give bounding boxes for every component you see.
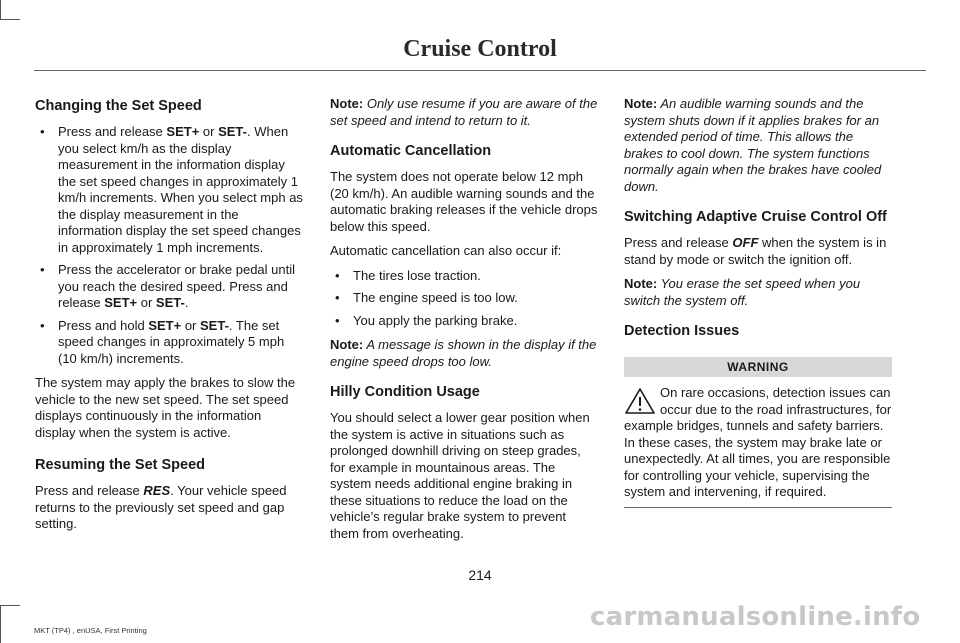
heading-changing-set-speed: Changing the Set Speed [35, 98, 202, 114]
paragraph-auto-cancel: The system does not operate below 12 mph (20 km/h). An audible warning sounds and the automatic braking releases if the vehicle drops below this speed. [330, 169, 598, 234]
list-item: • Press the accelerator or brake pedal until you reach the desired speed. Press and release SET+ or SET-. [35, 262, 303, 312]
heading-detection-issues: Detection Issues [624, 323, 740, 339]
heading-automatic-cancellation: Automatic Cancellation [330, 143, 492, 159]
column-3 [624, 96, 892, 508]
crop-mark [0, 19, 20, 20]
warning-text: On rare occasions, detection issues can occur due to the road infrastructures, for example bridges, tunnels and safety barriers. In these cases, the system may brake late or unexpectedly. At all times, you are responsible for controlling your vehicle, supervising the system and intervening, if required. [624, 385, 892, 499]
changing-speed-list [35, 124, 303, 367]
heading-resuming-set-speed: Resuming the Set Speed [35, 457, 206, 473]
warning-triangle-icon [624, 387, 656, 415]
list-item: • The tires lose traction. [330, 268, 598, 285]
note-erase-speed: Note: You erase the set speed when you switch the system off. [624, 276, 861, 308]
column-1 [35, 96, 303, 541]
list-item: • Press and hold SET+ or SET-. The set speed changes in approximately 5 mph (10 km/h) increments. [35, 318, 303, 368]
heading-switching-off: Switching Adaptive Cruise Control Off [624, 209, 887, 225]
crop-mark [0, 0, 1, 20]
column-2 [330, 96, 598, 550]
paragraph-brakes: The system may apply the brakes to slow the vehicle to the new set speed. The set speed displays continuously in the information display when the system is active. [35, 375, 296, 440]
list-item: • Press and release SET+ or SET-. When you select km/h as the display measurement in the information display the set speed changes in approximately 1 km/h increments. When you select mph as the display measurement in the information display the set speed changes in approximately 1 mph increments. [35, 124, 303, 256]
title-divider [34, 70, 926, 71]
warning-divider [624, 507, 892, 508]
crop-mark [0, 605, 20, 606]
crop-mark [0, 605, 1, 643]
list-item: • You apply the parking brake. [330, 313, 598, 330]
paragraph-resume: Press and release RES. Your vehicle speed returns to the previously set speed and gap setting. [35, 483, 287, 531]
warning-banner: WARNING [624, 357, 892, 377]
heading-hilly-condition: Hilly Condition Usage [330, 384, 480, 400]
note-engine-speed: Note: A message is shown in the display if the engine speed drops too low. [330, 337, 597, 369]
page-number: 214 [468, 567, 492, 583]
watermark: carmanualsonline.info [590, 602, 921, 632]
paragraph-hilly: You should select a lower gear position when the system is active in situations such as prolonged downhill driving on steep grades, for example in mountainous areas. The system needs additional engine braking in these situations to reduce the load on the vehicle’s regular brake system to prevent them from overheating. [330, 410, 590, 541]
warning-body [624, 385, 892, 501]
paragraph-switch-off: Press and release OFF when the system is in stand by mode or switch the ignition off. [624, 235, 887, 267]
list-item: • The engine speed is too low. [330, 290, 598, 307]
note-audible-warning: Note: An audible warning sounds and the system shuts down if it applies brakes for an extended period of time. This allows the brakes to cool down. The system functions normally again when the brakes have cooled down. [624, 96, 882, 194]
edition-footer: MKT (TP4) , enUSA, First Printing [34, 626, 147, 635]
cancellation-list [330, 268, 598, 330]
note-resume: Note: Only use resume if you are aware of the set speed and intend to return to it. [330, 96, 598, 128]
page-title: Cruise Control [403, 36, 557, 62]
paragraph-auto-intro: Automatic cancellation can also occur if: [330, 243, 562, 258]
